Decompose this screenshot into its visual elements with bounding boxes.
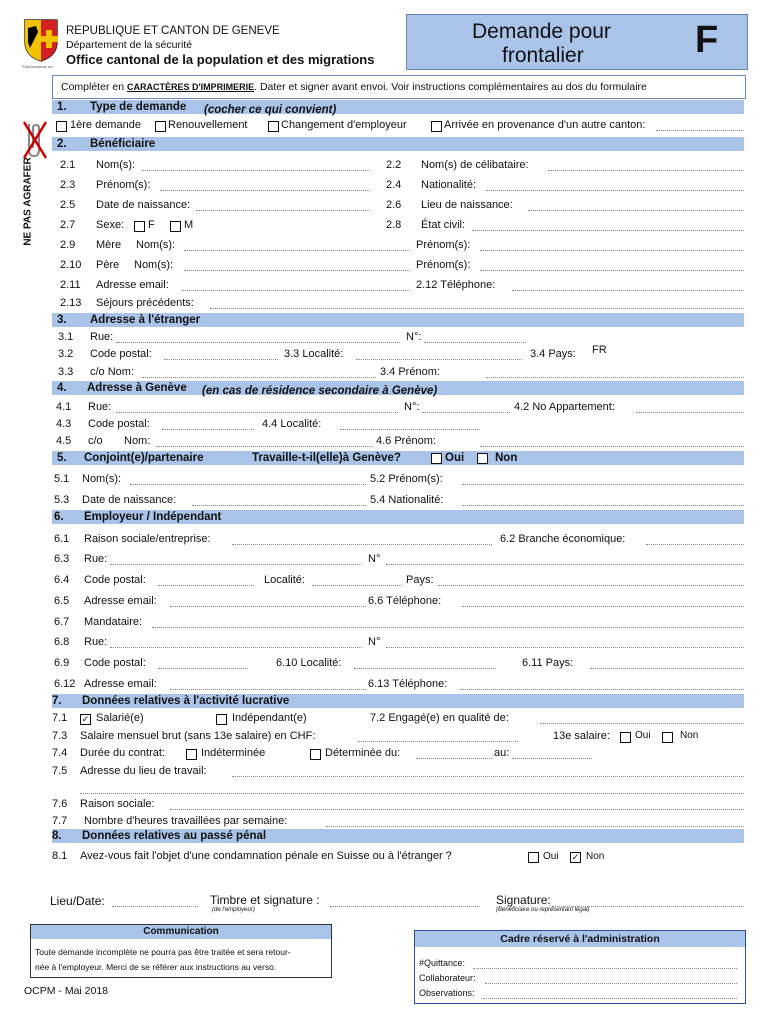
contract-end-label: au:: [494, 747, 510, 759]
renewal-checkbox[interactable]: [155, 121, 166, 132]
communication-text-line1: Toute demande incomplète ne pourra pas être traitée et sera retour-: [35, 947, 291, 957]
employee-label: Collaborateur:: [419, 973, 476, 983]
item-number: 6.5: [54, 595, 70, 607]
item-number: 6.7: [54, 616, 70, 628]
employer-number-field[interactable]: [386, 564, 744, 565]
spouse-works-no-label: Non: [495, 452, 518, 464]
foreign-number-field[interactable]: [424, 342, 526, 343]
republic-name: REPUBLIQUE ET CANTON DE GENEVE: [66, 25, 280, 37]
communication-text-line2: née à l'employeur. Merci de se référer aux instructions au verso.: [35, 962, 277, 972]
emblem-caption: Post tenebras lux: [22, 64, 53, 69]
item-number: 7.1: [52, 712, 68, 724]
employer-stamp-field[interactable]: [330, 906, 480, 907]
father-name-label: Nom(s):: [134, 259, 174, 271]
section-1-header: [52, 100, 744, 114]
agent-postcode-label: Code postal:: [84, 657, 146, 669]
employer-locality-field[interactable]: [312, 585, 402, 586]
fixed-contract-checkbox[interactable]: [310, 749, 321, 760]
spouse-works-yes-label: Oui: [445, 452, 465, 464]
spouse-firstname-label: 5.2 Prénom(s):: [370, 473, 443, 485]
self-employed-checkbox[interactable]: [216, 714, 227, 725]
instructions-text: [61, 81, 647, 93]
item-number: 4.5: [56, 435, 72, 447]
thirteenth-salary-label: 13e salaire:: [553, 730, 610, 742]
criminal-record-yes-checkbox[interactable]: [528, 852, 539, 863]
item-number: 2.8: [386, 219, 402, 231]
item-number: 2.10: [60, 259, 82, 271]
workplace-address-label: Adresse du lieu de travail:: [80, 765, 207, 777]
agent-number-label: N°: [368, 636, 381, 648]
section-number: 7.: [52, 695, 62, 707]
sex-f-label: F: [148, 219, 155, 231]
phone-field[interactable]: [512, 290, 744, 291]
beneficiary-signature-note: (Bénéficiaire ou représentant légal): [496, 907, 590, 913]
place-date-field[interactable]: [112, 906, 198, 907]
agent-phone-field[interactable]: [460, 689, 744, 690]
section-title: Adresse à l'étranger: [90, 314, 201, 326]
spouse-birthdate-field[interactable]: [192, 505, 366, 506]
father-firstname-label: Prénom(s):: [416, 259, 471, 271]
employer-country-field[interactable]: [438, 585, 744, 586]
no-staple-label: NE PAS AGRAFER: [22, 157, 34, 246]
instructions-caps: CARACTÈRES D'IMPRIMERIE: [126, 82, 255, 92]
section-5-header: [52, 451, 744, 465]
section-number: 8.: [52, 830, 62, 842]
agent-email-field[interactable]: [170, 689, 366, 690]
first-request-checkbox[interactable]: [56, 121, 67, 132]
civil-status-label: État civil:: [421, 219, 466, 231]
criminal-record-no-label: Non: [586, 851, 605, 862]
foreign-co-firstname-label: 3.4 Prénom:: [380, 366, 440, 378]
foreign-co-firstname-field[interactable]: [486, 377, 744, 378]
section-number: 2.: [57, 138, 67, 150]
instructions-box: [52, 75, 746, 99]
item-number: 6.12: [54, 678, 76, 690]
foreign-country-label: 3.4 Pays:: [530, 348, 576, 360]
spouse-works-yes-checkbox[interactable]: [431, 453, 442, 464]
receipt-field[interactable]: [473, 968, 737, 969]
item-number: 6.9: [54, 657, 70, 669]
spouse-name-label: Nom(s):: [82, 473, 122, 485]
geneva-emblem: [22, 18, 60, 62]
geneva-locality-label: 4.4 Localité:: [262, 418, 322, 430]
indefinite-contract-label: Indéterminée: [201, 747, 266, 759]
foreign-country-value[interactable]: FR: [592, 344, 607, 356]
geneva-number-label: N°:: [404, 401, 420, 413]
item-number: 2.9: [60, 239, 76, 251]
geneva-co-name-field[interactable]: [156, 446, 372, 447]
agent-label: Mandataire:: [84, 616, 143, 628]
mother-label: Mère: [96, 239, 122, 251]
section-7-header: [52, 694, 744, 708]
foreign-street-field[interactable]: [116, 342, 400, 343]
change-employer-label: Changement d'employeur: [281, 119, 407, 131]
weekly-hours-field[interactable]: [326, 826, 744, 827]
change-employer-checkbox[interactable]: [268, 121, 279, 132]
item-number: 5.1: [54, 473, 70, 485]
economic-branch-label: 6.2 Branche économique:: [500, 533, 626, 545]
employer-stamp-label: Timbre et signature :: [210, 893, 320, 907]
item-number: 2.11: [60, 279, 81, 291]
self-employed-label: Indépendant(e): [232, 712, 307, 724]
employer-street-field[interactable]: [110, 564, 362, 565]
office-name: Office cantonal de la population et des migrations: [66, 52, 375, 67]
form-letter: F: [695, 19, 719, 61]
maiden-name-field[interactable]: [548, 170, 744, 171]
monthly-salary-label: Salaire mensuel brut (sans 13e salaire) en CHF:: [80, 730, 316, 742]
workplace-address-field-2[interactable]: [80, 793, 744, 794]
spouse-works-question: Travaille-t-il(elle)à Genève?: [252, 452, 401, 464]
item-number: 3.1: [58, 331, 74, 343]
fixed-contract-label: Déterminée du:: [325, 747, 401, 759]
item-number: 2.3: [60, 179, 76, 191]
agent-field[interactable]: [152, 627, 744, 628]
geneva-co-firstname-field[interactable]: [480, 446, 744, 447]
workplace-company-field[interactable]: [170, 809, 744, 810]
foreign-number-label: N°:: [406, 331, 422, 343]
thirteenth-salary-yes-label: Oui: [635, 730, 651, 741]
instructions-pre: Compléter en: [61, 81, 127, 93]
father-label: Père: [96, 259, 120, 271]
beneficiary-firstname-label: Prénom(s):: [96, 179, 151, 191]
geneva-street-label: Rue:: [88, 401, 112, 413]
employer-number-label: N°: [368, 553, 381, 565]
employer-country-label: Pays:: [406, 574, 434, 586]
foreign-postcode-label: Code postal:: [90, 348, 152, 360]
agent-country-label: 6.11 Pays:: [522, 657, 574, 669]
contract-start-field[interactable]: [416, 758, 492, 759]
employer-postcode-label: Code postal:: [84, 574, 146, 586]
item-number: 7.5: [52, 765, 68, 777]
foreign-locality-label: 3.3 Localité:: [284, 348, 344, 360]
beneficiary-name-field[interactable]: [142, 170, 370, 171]
father-name-field[interactable]: [184, 270, 410, 271]
observations-field[interactable]: [483, 998, 737, 999]
agent-postcode-field[interactable]: [158, 668, 248, 669]
department-name: Département de la sécurité: [66, 39, 193, 51]
place-date-label: Lieu/Date:: [50, 894, 105, 908]
company-name-field[interactable]: [232, 544, 492, 545]
other-canton-label: Arrivée en provenance d'un autre canton:: [444, 119, 646, 131]
geneva-street-field[interactable]: [116, 412, 398, 413]
item-number: 6.1: [54, 533, 70, 545]
mother-firstname-label: Prénom(s):: [416, 239, 471, 251]
section-number: 4.: [57, 382, 67, 394]
geneva-co-name-label: Nom:: [124, 435, 151, 447]
previous-stays-label: Séjours précédents:: [96, 297, 194, 309]
agent-street-field[interactable]: [110, 647, 362, 648]
section-number: 6.: [54, 511, 64, 523]
geneva-locality-field[interactable]: [340, 429, 480, 430]
section-title: Données relatives à l'activité lucrative: [82, 695, 290, 707]
item-number: 3.2: [58, 348, 74, 360]
form-title-line1: Demande pour: [472, 20, 611, 43]
geneva-co-label: c/o: [88, 435, 103, 447]
email-field[interactable]: [182, 290, 410, 291]
birth-place-label: Lieu de naissance:: [421, 199, 513, 211]
nationality-label: Nationalité:: [421, 179, 477, 191]
item-number: 7.3: [52, 730, 68, 742]
section-2-header: [52, 137, 744, 151]
agent-number-field[interactable]: [386, 647, 744, 648]
item-number: 3.3: [58, 366, 74, 378]
item-number: 5.3: [54, 494, 70, 506]
admin-box: [414, 930, 746, 1004]
previous-stays-field[interactable]: [210, 308, 744, 309]
receipt-label: #Quittance:: [419, 958, 466, 968]
agent-phone-label: 6.13 Téléphone:: [368, 678, 448, 690]
spouse-firstname-field[interactable]: [462, 484, 744, 485]
item-number: 7.6: [52, 798, 68, 810]
sex-m-label: M: [184, 219, 194, 231]
mother-name-field[interactable]: [184, 250, 410, 251]
weekly-hours-label: Nombre d'heures travaillées par semaine:: [84, 815, 288, 827]
section-title: Conjoint(e)/partenaire: [84, 452, 204, 464]
criminal-record-no-checkbox[interactable]: ✓: [571, 852, 580, 862]
spouse-name-field[interactable]: [130, 484, 366, 485]
birth-place-field[interactable]: [528, 210, 744, 211]
item-number: 6.3: [54, 553, 70, 565]
employer-phone-field[interactable]: [462, 606, 744, 607]
communication-header: Communication: [31, 925, 331, 939]
section-title: Adresse à Genève: [87, 382, 187, 394]
civil-status-field[interactable]: [472, 230, 744, 231]
item-number: 2.7: [60, 219, 76, 231]
thirteenth-salary-no-label: Non: [680, 730, 699, 741]
section-note: (cocher ce qui convient): [204, 104, 337, 116]
criminal-record-yes-label: Oui: [543, 851, 559, 862]
spouse-nationality-label: 5.4 Nationalité:: [370, 494, 444, 506]
workplace-address-field[interactable]: [232, 776, 744, 777]
item-number: 8.1: [52, 850, 68, 862]
employer-locality-label: Localité:: [264, 574, 305, 586]
employee-field[interactable]: [485, 983, 737, 984]
spouse-birthdate-label: Date de naissance:: [82, 494, 177, 506]
employer-email-label: Adresse email:: [84, 595, 157, 607]
foreign-postcode-field[interactable]: [164, 359, 278, 360]
item-number: 2.1: [60, 159, 76, 171]
foreign-co-name-label: c/o Nom:: [90, 366, 135, 378]
salaried-checkbox[interactable]: ✓: [81, 714, 90, 724]
section-8-header: [52, 829, 744, 843]
contract-duration-label: Durée du contrat:: [80, 747, 165, 759]
beneficiary-signature-label: Signature:: [496, 893, 551, 907]
thirteenth-salary-no-checkbox[interactable]: [662, 732, 673, 743]
sex-m-checkbox[interactable]: [170, 221, 181, 232]
section-title: Type de demande: [90, 101, 187, 113]
mother-firstname-field[interactable]: [480, 250, 744, 251]
geneva-postcode-field[interactable]: [162, 429, 254, 430]
agent-email-label: Adresse email:: [84, 678, 157, 690]
phone-label: 2.12 Téléphone:: [416, 279, 496, 291]
economic-branch-field[interactable]: [646, 544, 744, 545]
agent-locality-field[interactable]: [354, 668, 496, 669]
other-canton-field[interactable]: [656, 130, 744, 131]
employer-phone-label: 6.6 Téléphone:: [368, 595, 442, 607]
item-number: 2.2: [386, 159, 402, 171]
section-number: 5.: [57, 452, 67, 464]
geneva-postcode-label: Code postal:: [88, 418, 150, 430]
other-canton-checkbox[interactable]: [431, 121, 442, 132]
section-4-header: [52, 381, 744, 395]
agent-locality-label: 6.10 Localité:: [276, 657, 342, 669]
instructions-post: . Dater et signer avant envoi. Voir instructions complémentaires au dos du formulaire: [254, 81, 647, 93]
apartment-number-field[interactable]: [636, 412, 744, 413]
section-number: 3.: [57, 314, 67, 326]
geneva-co-firstname-label: 4.6 Prénom:: [376, 435, 436, 447]
monthly-salary-field[interactable]: [358, 741, 518, 742]
observations-label: Observations:: [419, 988, 475, 998]
hired-as-field[interactable]: [540, 723, 744, 724]
father-firstname-field[interactable]: [480, 270, 744, 271]
email-label: Adresse email:: [96, 279, 169, 291]
section-note: (en cas de résidence secondaire à Genève): [202, 385, 438, 397]
employer-postcode-field[interactable]: [158, 585, 254, 586]
sex-label: Sexe:: [96, 219, 125, 231]
form-title-box: [406, 14, 748, 70]
section-number: 1.: [57, 101, 67, 113]
section-3-header: [52, 313, 744, 327]
employer-email-field[interactable]: [170, 606, 366, 607]
employer-stamp-note: (de l'employeur): [212, 907, 255, 913]
mother-name-label: Nom(s):: [136, 239, 176, 251]
renewal-label: Renouvellement: [168, 119, 248, 131]
item-number: 2.4: [386, 179, 402, 191]
maiden-name-label: Nom(s) de célibataire:: [421, 159, 529, 171]
item-number: 2.13: [60, 297, 82, 309]
item-number: 6.4: [54, 574, 70, 586]
hired-as-label: 7.2 Engagé(e) en qualité de:: [370, 712, 509, 724]
birth-date-field[interactable]: [196, 210, 370, 211]
foreign-street-label: Rue:: [90, 331, 114, 343]
foreign-co-name-field[interactable]: [142, 377, 376, 378]
contract-end-field[interactable]: [512, 758, 592, 759]
section-title: Données relatives au passé pénal: [82, 830, 267, 842]
geneva-number-field[interactable]: [422, 412, 510, 413]
nationality-field[interactable]: [486, 190, 744, 191]
item-number: 2.5: [60, 199, 76, 211]
first-request-label: 1ère demande: [70, 119, 141, 131]
item-number: 6.8: [54, 636, 70, 648]
item-number: 2.6: [386, 199, 402, 211]
thirteenth-salary-yes-checkbox[interactable]: [620, 732, 631, 743]
footer-form-id: OCPM - Mai 2018: [24, 985, 109, 997]
item-number: 7.7: [52, 815, 68, 827]
section-title: Employeur / Indépendant: [84, 511, 222, 523]
foreign-locality-field[interactable]: [356, 359, 522, 360]
apartment-number-label: 4.2 No Appartement:: [514, 401, 615, 413]
item-number: 4.3: [56, 418, 72, 430]
communication-box: [30, 924, 332, 978]
birth-date-label: Date de naissance:: [96, 199, 191, 211]
item-number: 7.4: [52, 747, 68, 759]
sex-f-checkbox[interactable]: [134, 221, 145, 232]
form-title-line2: frontalier: [502, 44, 584, 67]
section-title: Bénéficiaire: [90, 138, 156, 150]
beneficiary-name-label: Nom(s):: [96, 159, 136, 171]
employer-street-label: Rue:: [84, 553, 108, 565]
admin-header: Cadre réservé à l'administration: [415, 931, 745, 947]
section-6-header: [52, 510, 744, 524]
agent-country-field[interactable]: [590, 668, 744, 669]
spouse-works-no-checkbox[interactable]: [477, 453, 488, 464]
agent-street-label: Rue:: [84, 636, 108, 648]
spouse-nationality-field[interactable]: [462, 505, 744, 506]
salaried-label: Salarié(e): [96, 712, 144, 724]
company-name-label: Raison sociale/entreprise:: [84, 533, 211, 545]
indefinite-contract-checkbox[interactable]: [186, 749, 197, 760]
no-staple-icon: [22, 120, 48, 160]
beneficiary-firstname-field[interactable]: [160, 190, 370, 191]
criminal-record-question: Avez-vous fait l'objet d'une condamnation pénale en Suisse ou à l'étranger ?: [80, 850, 452, 862]
item-number: 4.1: [56, 401, 72, 413]
workplace-company-label: Raison sociale:: [80, 798, 155, 810]
